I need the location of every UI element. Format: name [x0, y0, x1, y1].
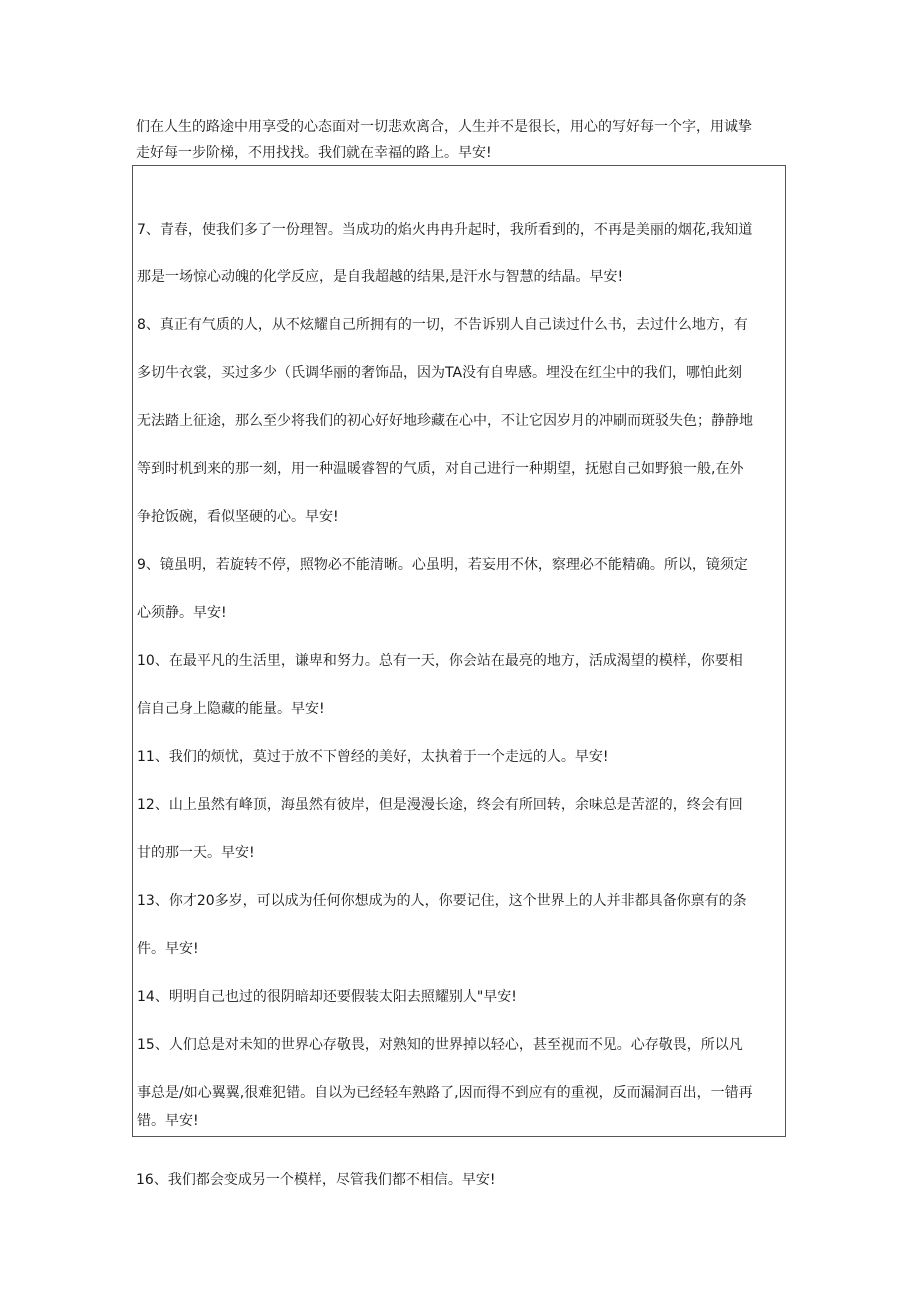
quote-7-line-2: 那是一场惊心动魄的化学反应，是自我超越的结果,是汗水与智慧的结晶。早安! [137, 269, 624, 285]
quote-12-line-1: 12、山上虽然有峰顶，海虽然有彼岸，但是漫漫长途，终会有所回转，余味总是苦涩的，终会有回 [137, 797, 743, 813]
quote-12-line-2: 甘的那一天。早安! [137, 845, 255, 861]
quote-8-line-5: 争抢饭碗，看似坚硬的心。早安! [137, 509, 339, 525]
quote-7-line-1: 7、青春，使我们多了一份理智。当成功的焰火冉冉升起时，我所看到的，不再是美丽的烟花,我知道 [137, 222, 753, 238]
intro-line: 走好每一步阶梯，不用找找。我们就在幸福的路上。早安! [136, 145, 492, 161]
quote-15-line-1: 15、人们总是对未知的世界心存敬畏，对熟知的世界掉以轻心，甚至视而不见。心存敬畏，所以凡 [137, 1037, 743, 1053]
quote-10-line-2: 信自己身上隐藏的能量。早安! [137, 701, 325, 717]
quote-8-line-4: 等到时机到来的那一刻，用一种温暖睿智的气质，对自己进行一种期望，抚慰自己如野狼一般,在外 [137, 461, 744, 477]
quote-16-line-1: 16、我们都会变成另一个模样，尽管我们都不相信。早安! [136, 1172, 496, 1188]
quote-13-line-2: 件。早安! [137, 941, 199, 957]
quotes-table-cell [132, 165, 786, 1137]
quote-8-line-2: 多切牛衣裳，买过多少（氏调华丽的奢饰品，因为TA没有自卑感。埋没在红尘中的我们，哪怕此刻 [137, 365, 743, 381]
quote-11-line-1: 11、我们的烦忧，莫过于放不下曾经的美好，太执着于一个走远的人。早安! [137, 749, 609, 765]
quote-9-line-2: 心须静。早安! [137, 605, 227, 621]
quote-13-line-1: 13、你才20多岁，可以成为任何你想成为的人，你要记住，这个世界上的人并非都具备你禀有的条 [137, 893, 747, 909]
quote-10-line-1: 10、在最平凡的生活里，谦卑和努力。总有一天，你会站在最亮的地方，活成渴望的模样，你要相 [137, 653, 743, 669]
quote-15-line-2: 事总是/如心翼翼,很难犯错。自以为已经轻车熟路了,因而得不到应有的重视，反而漏洞百出，一错再 [137, 1085, 753, 1101]
quote-15-line-3: 错。早安! [137, 1113, 199, 1129]
quote-14-line-1: 14、明明自己也过的很阴暗却还要假装太阳去照耀别人"早安! [137, 989, 517, 1005]
quote-8-line-3: 无法踏上征途，那么至少将我们的初心好好地珍藏在心中，不让它因岁月的冲刷而斑驳失色；静静地 [137, 413, 753, 429]
quote-8-line-1: 8、真正有气质的人，从不炫耀自己所拥有的一切，不告诉别人自己读过什么书，去过什么地方，有 [137, 317, 748, 333]
quote-9-line-1: 9、镜虽明，若旋转不停，照物必不能清晰。心虽明，若妄用不休，察理必不能精确。所以，镜须定 [137, 557, 748, 573]
intro-line: 们在人生的路途中用享受的心态面对一切悲欢离合，人生并不是很长，用心的写好每一个字，用诚挚 [136, 119, 752, 135]
